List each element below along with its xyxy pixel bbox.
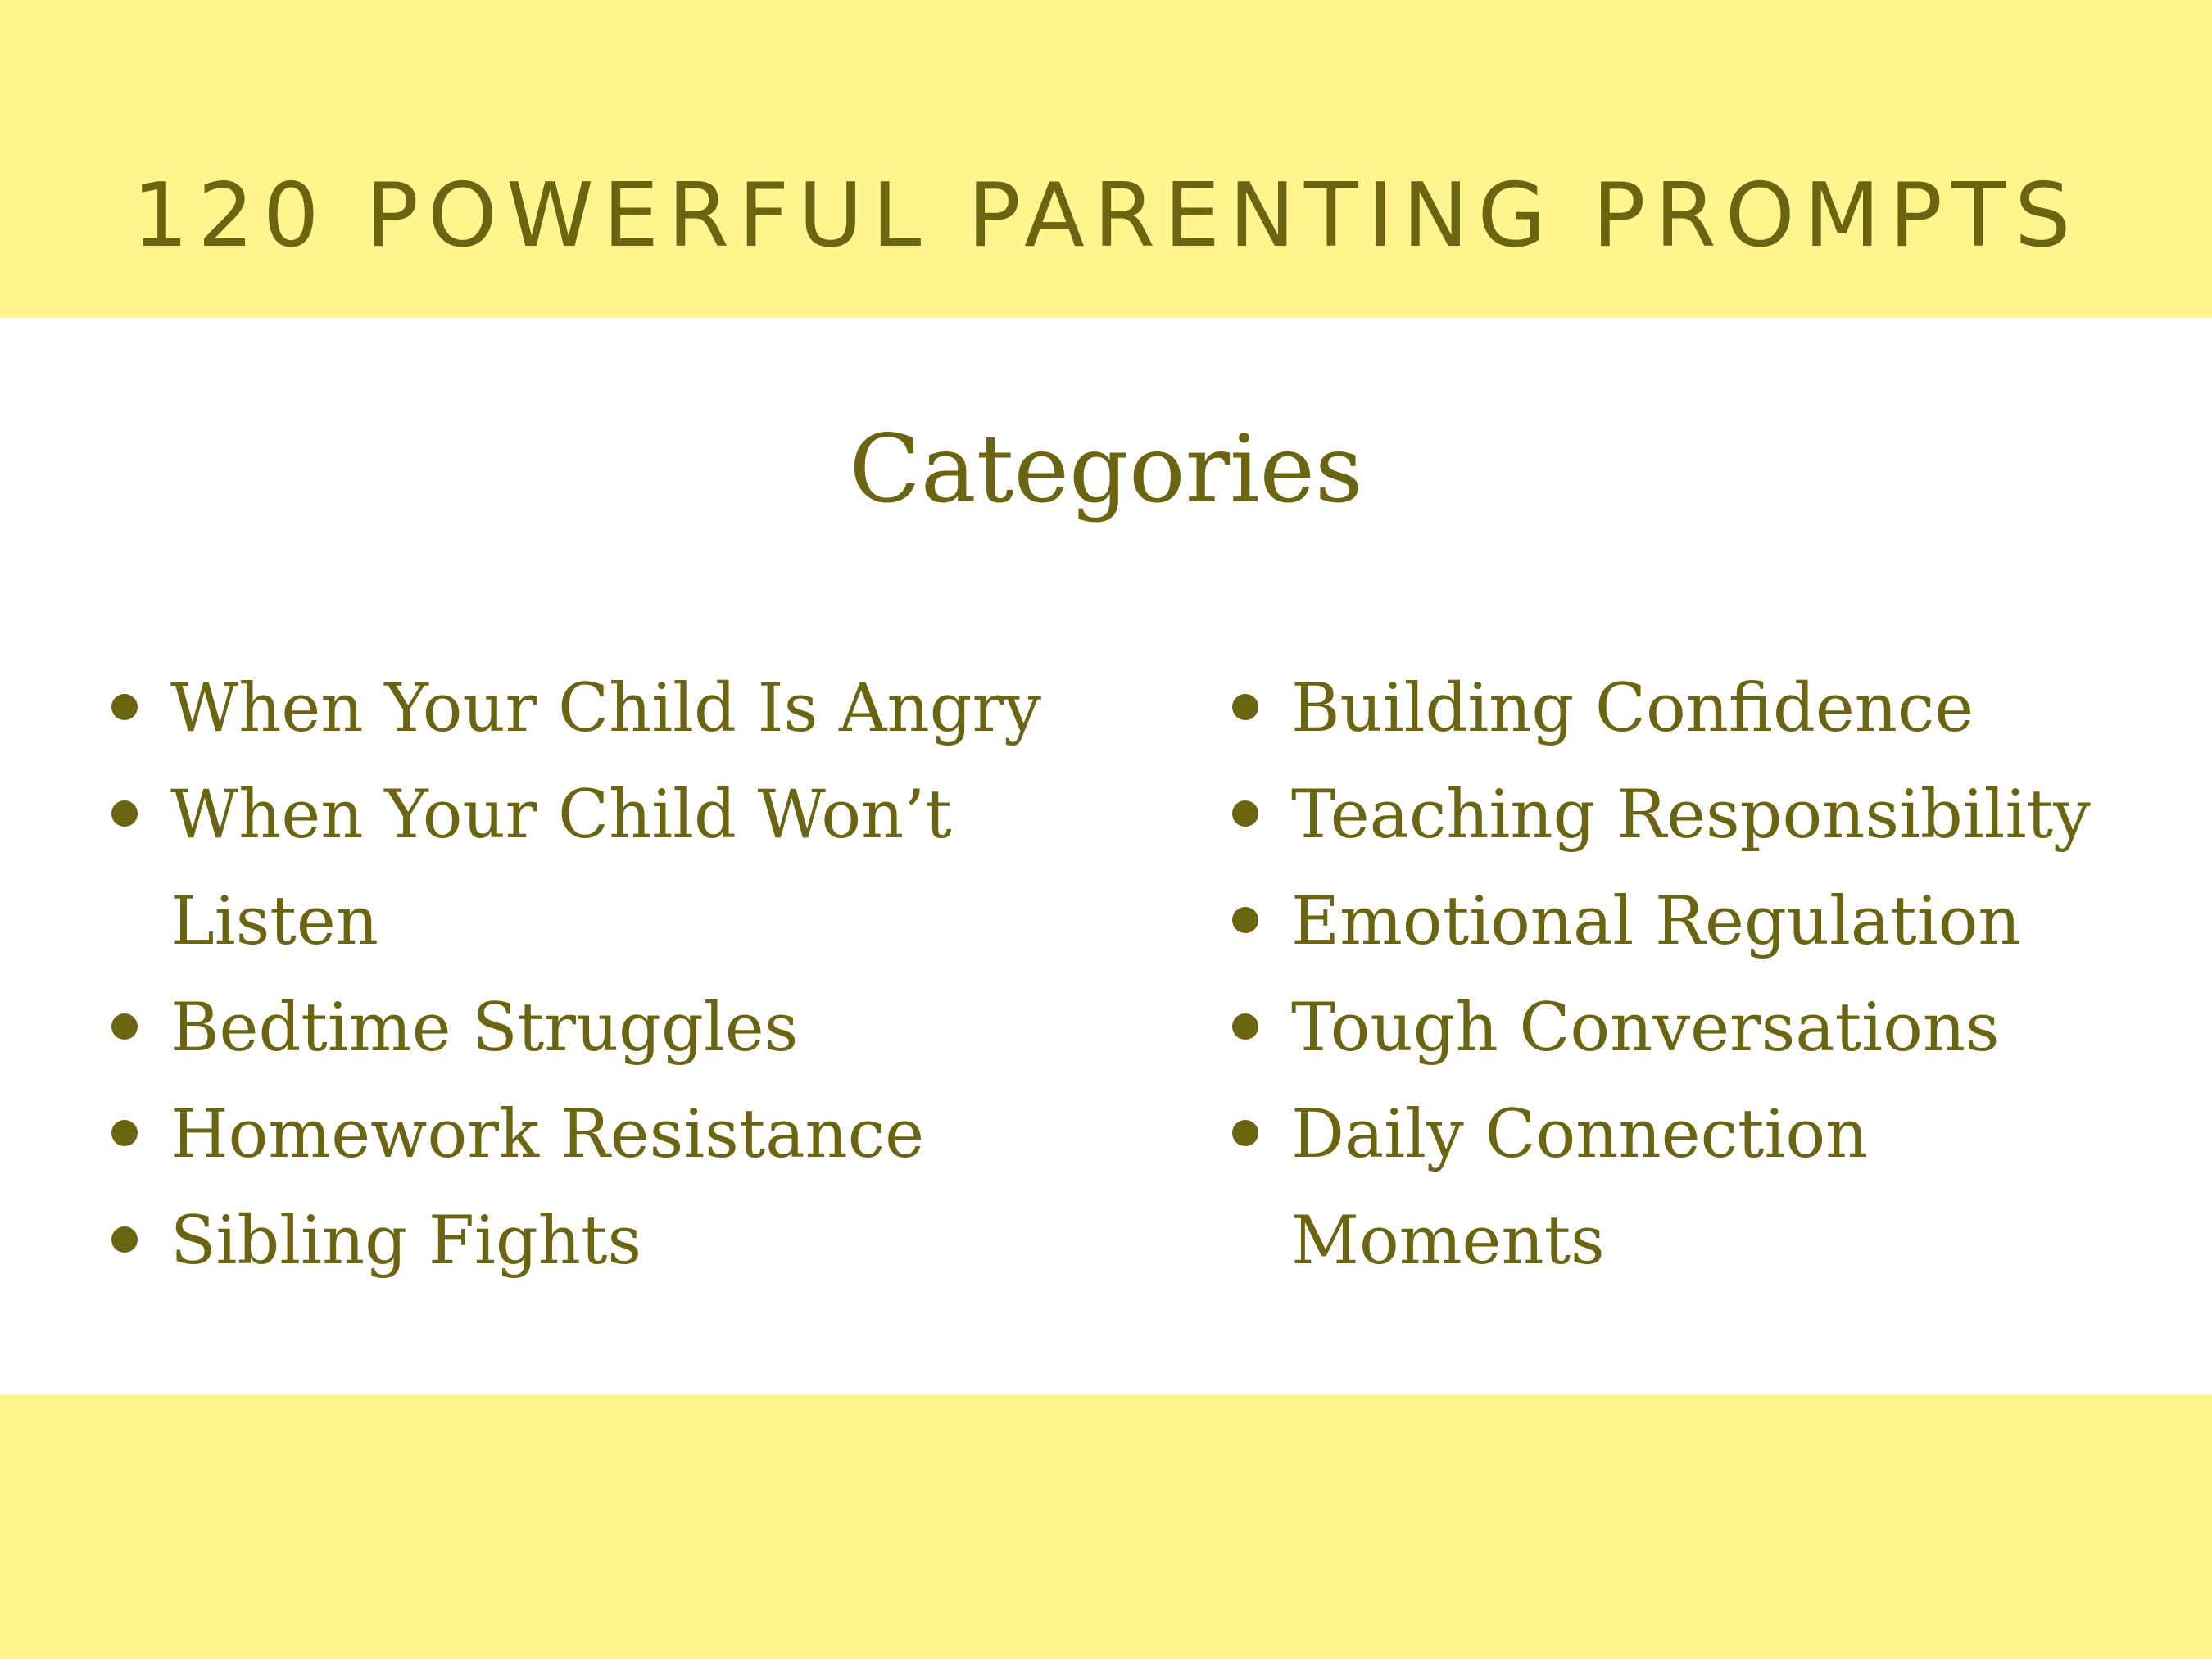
category-list-left [108, 655, 1116, 1294]
bullet-icon [111, 694, 138, 720]
list-item-label: Building Confidence [1291, 670, 1974, 747]
list-item-label: When Your Child Won’t Listen [170, 777, 952, 960]
list-item [108, 1081, 1116, 1188]
list-item-label: Daily Connection Moments [1291, 1096, 1869, 1280]
bullet-icon [1232, 1013, 1258, 1040]
list-item [1229, 975, 2196, 1081]
list-item [1229, 762, 2196, 868]
bullet-icon [1232, 1120, 1258, 1146]
list-item-label: Tough Conversations [1291, 990, 2000, 1067]
bullet-icon [1232, 907, 1258, 933]
bullet-icon [111, 1226, 138, 1253]
list-item-label: Emotional Regulation [1291, 883, 2021, 960]
list-item [1229, 1081, 2196, 1294]
bottom-banner [0, 1394, 2212, 1659]
bullet-icon [1232, 800, 1258, 827]
list-item [108, 975, 1116, 1081]
bullet-icon [1232, 694, 1258, 720]
page-title: 120 POWERFUL PARENTING PROMPTS [132, 165, 2080, 267]
list-item-label: Teaching Responsibility [1291, 777, 2091, 854]
bullet-icon [111, 1013, 138, 1040]
list-item [108, 762, 1116, 975]
list-item-label: Homework Resistance [170, 1096, 925, 1173]
list-item [108, 1188, 1116, 1294]
bullet-icon [111, 800, 138, 827]
list-item-label: Bedtime Struggles [170, 990, 799, 1067]
list-item [108, 655, 1116, 762]
category-list-right [1229, 655, 2196, 1294]
section-title: Categories [849, 415, 1363, 524]
list-item-label: When Your Child Is Angry [170, 670, 1041, 747]
list-item-label: Sibling Fights [170, 1203, 642, 1280]
bullet-icon [111, 1120, 138, 1146]
top-banner [0, 0, 2212, 318]
list-item [1229, 655, 2196, 762]
list-item [1229, 868, 2196, 975]
